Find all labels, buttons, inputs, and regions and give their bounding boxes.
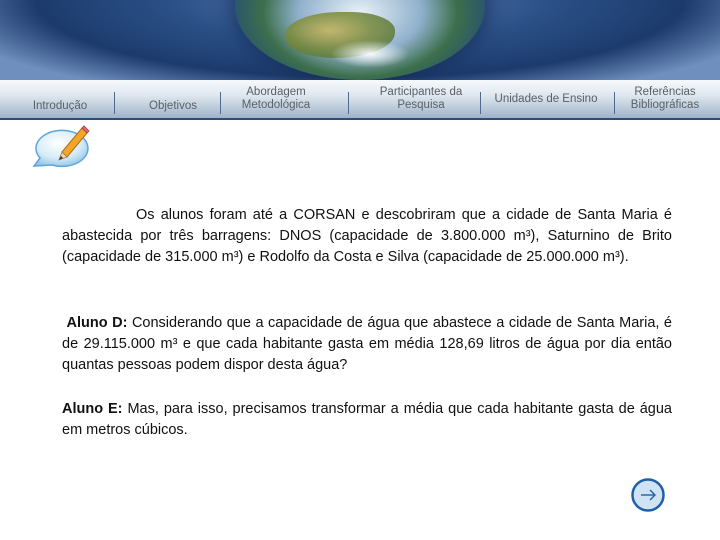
paragraph-aluno-e — [62, 399, 672, 441]
nav-item-label: Unidades de Ensino — [494, 92, 598, 105]
nav-item-label: Objetivos — [149, 99, 197, 112]
nav-item-label: Referências Bibliográficas — [630, 86, 700, 111]
speech-bubble-icon — [26, 122, 92, 178]
nav-item-abordagem-metodologica[interactable] — [228, 80, 324, 118]
paragraph-text: Os alunos foram até a CORSAN e descobriram que a cidade de Santa Maria é abastecida por três barragens: DNOS (capacidade de 3.800.000 m³), Saturnino de Brito (capacidade de 315.000 m³) e Rodolfo da Costa e Silva (capacidade de 25.000.000 m³). — [62, 207, 672, 265]
speaker-label: Aluno D: — [66, 315, 128, 331]
header-banner — [0, 0, 720, 86]
speaker-label: Aluno E: — [62, 401, 123, 417]
nav-bar — [0, 80, 720, 120]
nav-separator — [114, 92, 115, 114]
nav-item-objetivos[interactable] — [132, 80, 214, 118]
paragraph-aluno-d — [62, 313, 672, 376]
nav-item-introducao[interactable] — [18, 80, 102, 118]
paragraph-text: Considerando que a capacidade de água que abastece a cidade de Santa Maria, é de 29.115.000 m³ e que cada habitante gasta em média 128,69 litros de água por dia então quantas pessoas podem dispor desta água? — [62, 315, 672, 373]
nav-item-label: Introdução — [32, 99, 88, 112]
nav-item-unidades-de-ensino[interactable] — [484, 80, 608, 118]
nav-separator — [614, 92, 615, 114]
globe-cloud — [330, 40, 410, 68]
nav-item-label: Participantes da Pesquisa — [379, 86, 463, 111]
nav-item-referencias-bibliograficas[interactable] — [620, 80, 710, 118]
nav-item-label: Abordagem Metodológica — [241, 86, 311, 111]
paragraph-text: Mas, para isso, precisamos transformar a média que cada habitante gasta de água em metros cúbicos. — [62, 401, 672, 438]
paragraph-corsan — [62, 205, 672, 268]
nav-item-participantes-da-pesquisa[interactable] — [368, 80, 474, 118]
next-slide-button[interactable] — [631, 478, 665, 512]
nav-separator — [480, 92, 481, 114]
nav-separator — [348, 92, 349, 114]
nav-separator — [220, 92, 221, 114]
